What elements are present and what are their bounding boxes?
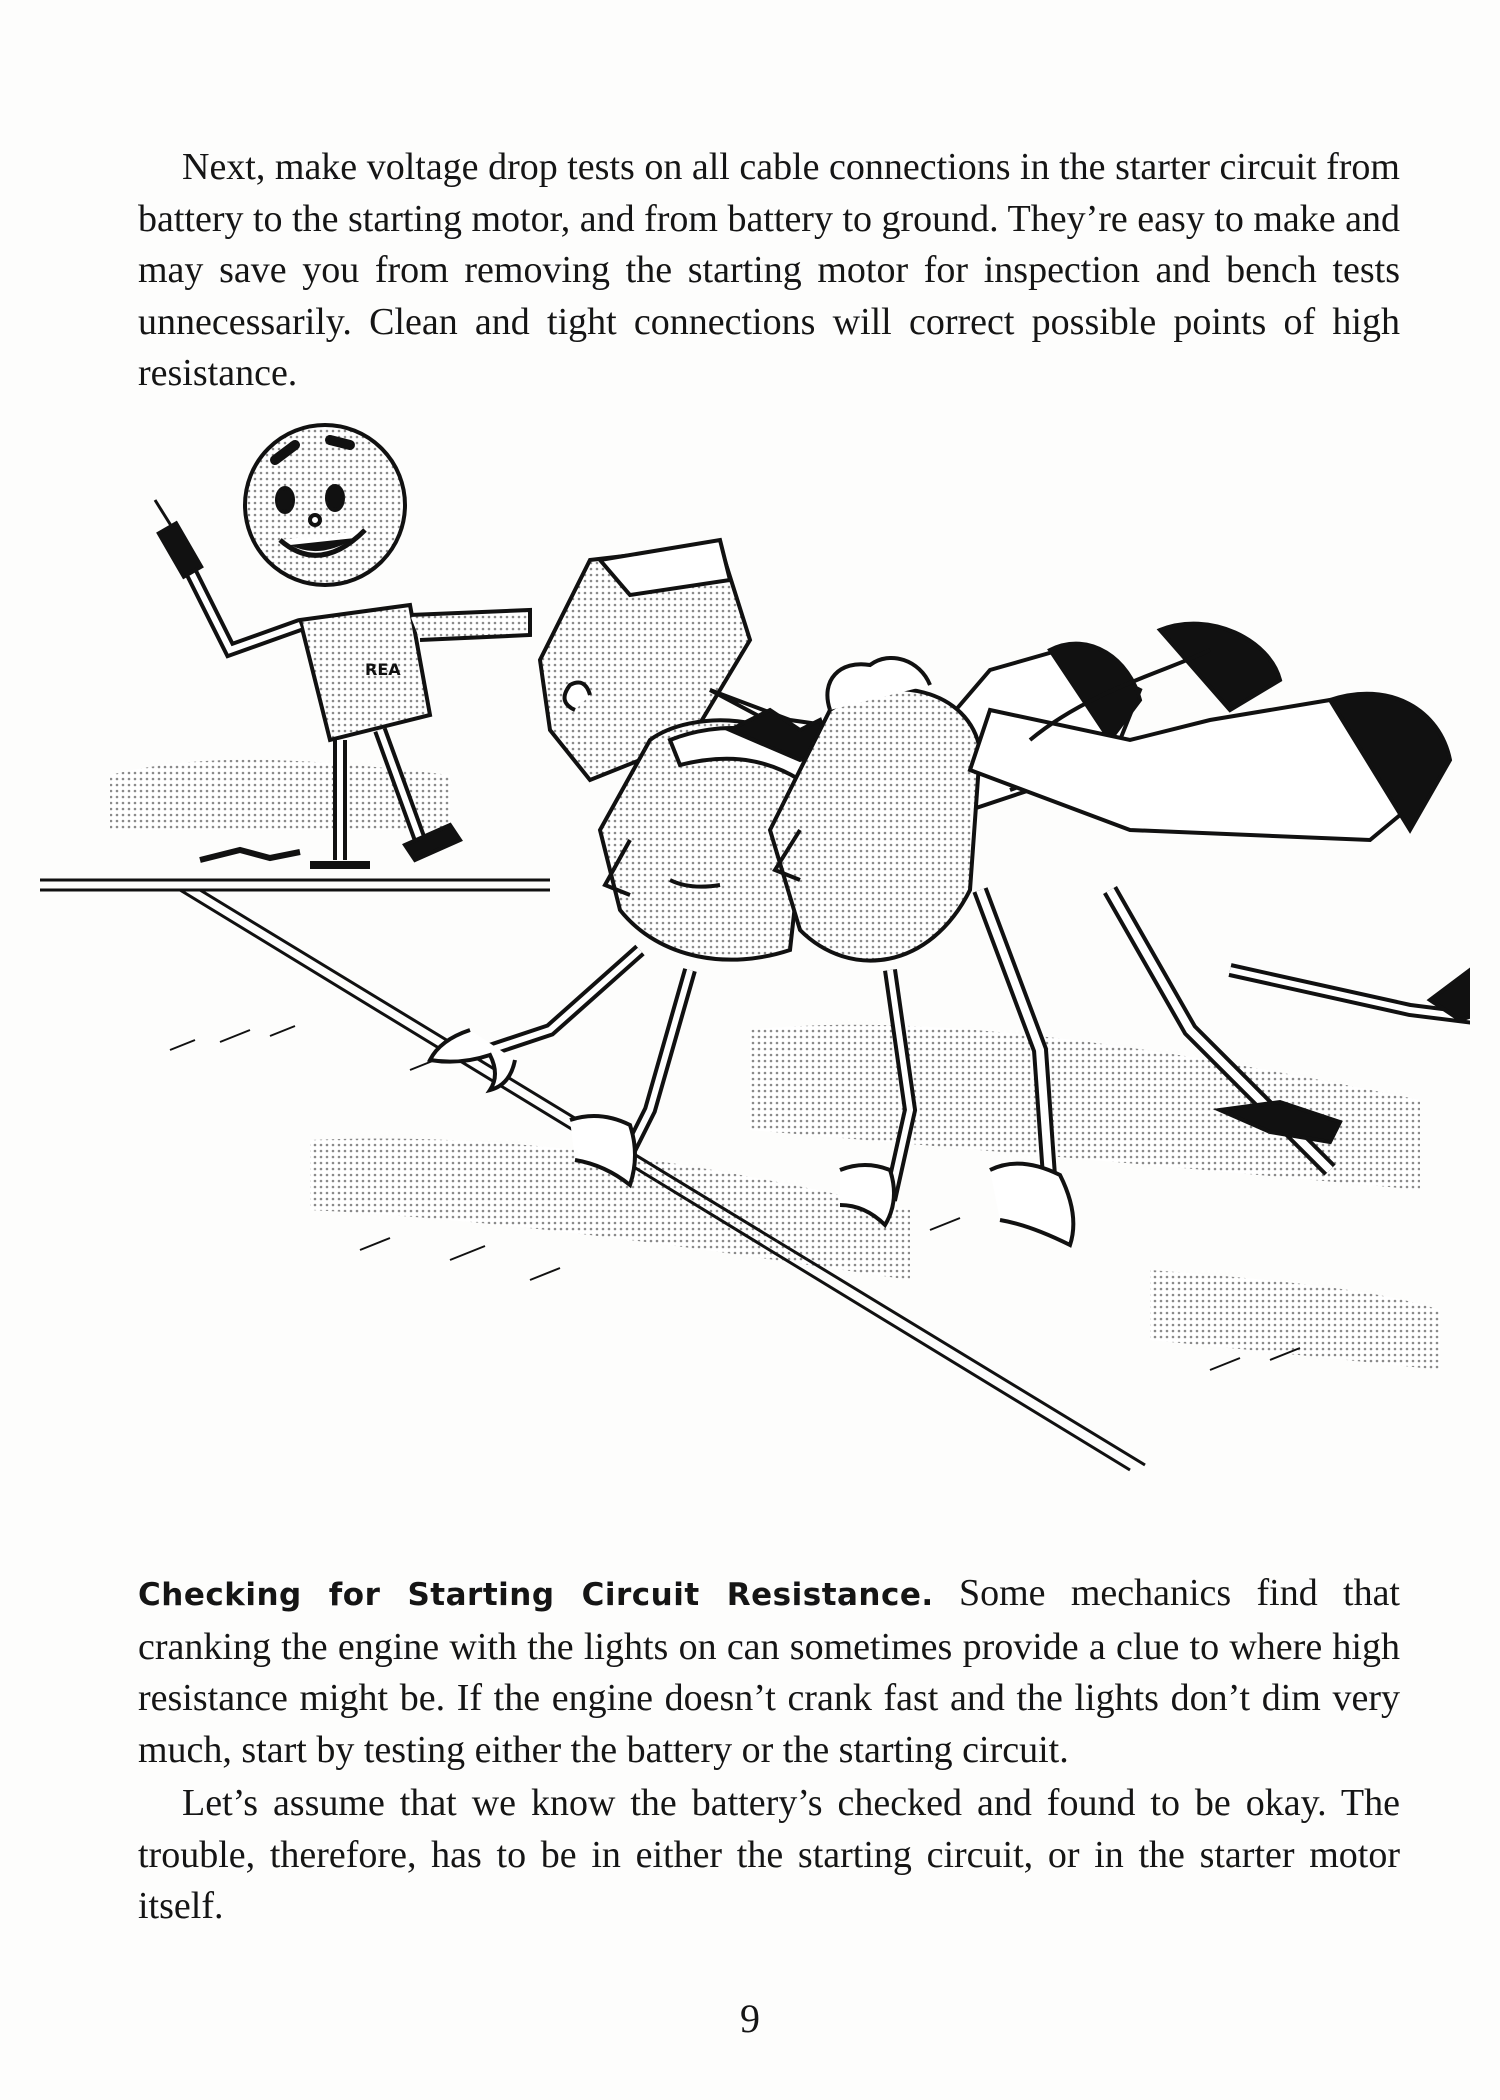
track-lines bbox=[40, 880, 1300, 1470]
paragraph-voltage-drop: Next, make voltage drop tests on all cable connections in the starter circuit from battery to the starting motor, and from battery to ground. They’re easy to make and may save you from removing the starting motor for inspection and bench tests unnecessarily. Clean and tight connections will correct possible points of high resistance. bbox=[138, 146, 1400, 394]
section-heading: Checking for Starting Circuit Resistance. bbox=[138, 1577, 934, 1613]
paragraph-checking-resistance bbox=[138, 1568, 1400, 1776]
sprinters-cartoon-illustration bbox=[30, 410, 1470, 1510]
paragraph-battery-ok: Let’s assume that we know the battery’s checked and found to be okay. The trouble, therefore, has to be in either the starting circuit, or in the starter motor itself. bbox=[138, 1782, 1400, 1927]
page-number: 9 bbox=[740, 1996, 760, 2041]
section-body: Some mechanics find that cranking the engine with the lights on can sometimes provide a clue to where high resistance might be. If the engine doesn’t crank fast and the lights don’t dim very much, start by testing either the battery or the starting circuit. bbox=[138, 1572, 1400, 1771]
robot-chest-label: REA bbox=[365, 660, 401, 679]
